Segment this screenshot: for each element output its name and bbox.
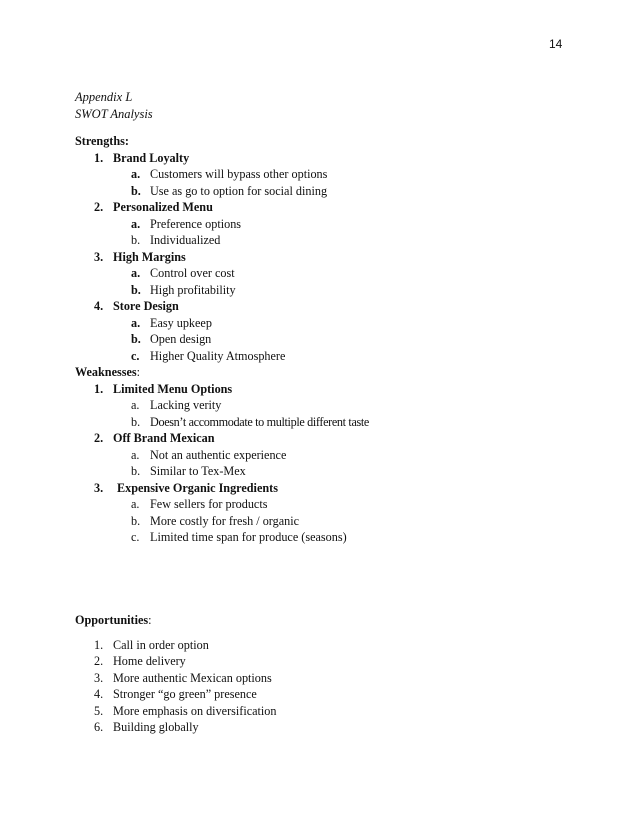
strength-1a-text: Customers will bypass other options — [150, 167, 328, 181]
strength-2-number: 2. — [94, 200, 104, 214]
weakness-1b-text: Doesn’t accommodate to multiple different taste — [150, 415, 369, 429]
weakness-1-label: Limited Menu Options — [113, 382, 233, 396]
strength-1-number: 1. — [94, 151, 104, 165]
weakness-1b-letter: b. — [131, 415, 141, 429]
weakness-2b-text: Similar to Tex-Mex — [150, 464, 246, 478]
strength-4-label: Store Design — [113, 299, 179, 313]
strength-1a-letter: a. — [131, 167, 141, 181]
strength-3-number: 3. — [94, 250, 104, 264]
strength-1b-letter: b. — [131, 184, 141, 198]
strength-2-label: Personalized Menu — [113, 200, 213, 214]
weakness-3c-letter: c. — [131, 530, 140, 544]
strength-4a-letter: a. — [131, 316, 141, 330]
weakness-1a-letter: a. — [131, 398, 140, 412]
strength-4c-text: Higher Quality Atmosphere — [150, 349, 286, 363]
strength-4b-text: Open design — [150, 332, 212, 346]
weaknesses-heading — [75, 364, 140, 380]
opportunity-3-number: 3. — [94, 671, 104, 685]
weakness-3b-letter: b. — [131, 514, 141, 528]
strength-3a-text: Control over cost — [150, 266, 235, 280]
opportunity-6-text: Building globally — [113, 720, 199, 734]
appendix-heading — [75, 89, 153, 122]
strength-2a-letter: a. — [131, 217, 141, 231]
weaknesses-title: Weaknesses — [75, 365, 137, 379]
opportunity-4-number: 4. — [94, 687, 104, 701]
opportunities-heading — [75, 612, 152, 628]
weakness-2-label: Off Brand Mexican — [113, 431, 215, 445]
weakness-3c-text: Limited time span for produce (seasons) — [150, 530, 347, 544]
strength-1b-text: Use as go to option for social dining — [150, 184, 328, 198]
weakness-2a-letter: a. — [131, 448, 140, 462]
opportunities-colon: : — [148, 613, 152, 627]
opportunity-3-text: More authentic Mexican options — [113, 671, 272, 685]
weakness-3-label: Expensive Organic Ingredients — [117, 481, 278, 495]
weakness-2a-text: Not an authentic experience — [150, 448, 287, 462]
opportunity-2-number: 2. — [94, 654, 104, 668]
opportunity-5-number: 5. — [94, 704, 104, 718]
strength-4c-letter: c. — [131, 349, 140, 363]
strength-2b-text: Individualized — [150, 233, 221, 247]
opportunities-title: Opportunities — [75, 613, 149, 627]
opportunity-5-text: More emphasis on diversification — [113, 704, 277, 718]
weakness-3a-text: Few sellers for products — [150, 497, 268, 511]
weakness-3b-text: More costly for fresh / organic — [150, 514, 300, 528]
page-number: 14 — [549, 37, 563, 51]
appendix-label: Appendix L — [75, 90, 133, 104]
opportunity-1-number: 1. — [94, 638, 104, 652]
strength-3-label: High Margins — [113, 250, 186, 264]
weakness-2b-letter: b. — [131, 464, 141, 478]
weakness-1-number: 1. — [94, 382, 104, 396]
weakness-1a-text: Lacking verity — [150, 398, 222, 412]
strength-4-number: 4. — [94, 299, 104, 313]
document-title: SWOT Analysis — [75, 106, 153, 121]
strengths-title: Strengths: — [75, 134, 129, 148]
strength-1-label: Brand Loyalty — [113, 151, 190, 165]
opportunity-1-text: Call in order option — [113, 638, 209, 652]
weaknesses-colon: : — [136, 365, 141, 379]
strength-2a-text: Preference options — [150, 217, 242, 231]
strength-3b-letter: b. — [131, 283, 141, 297]
strength-3a-letter: a. — [131, 266, 141, 280]
opportunity-2-text: Home delivery — [113, 654, 186, 668]
weakness-2-number: 2. — [94, 431, 104, 445]
weakness-3-number: 3. — [94, 481, 104, 495]
opportunity-4-text: Stronger “go green” presence — [113, 687, 257, 701]
strength-4b-letter: b. — [131, 332, 141, 346]
weakness-3a-letter: a. — [131, 497, 140, 511]
strength-4a-text: Easy upkeep — [150, 316, 212, 330]
strength-2b-letter: b. — [131, 233, 141, 247]
opportunity-6-number: 6. — [94, 720, 104, 734]
strength-3b-text: High profitability — [150, 283, 236, 297]
